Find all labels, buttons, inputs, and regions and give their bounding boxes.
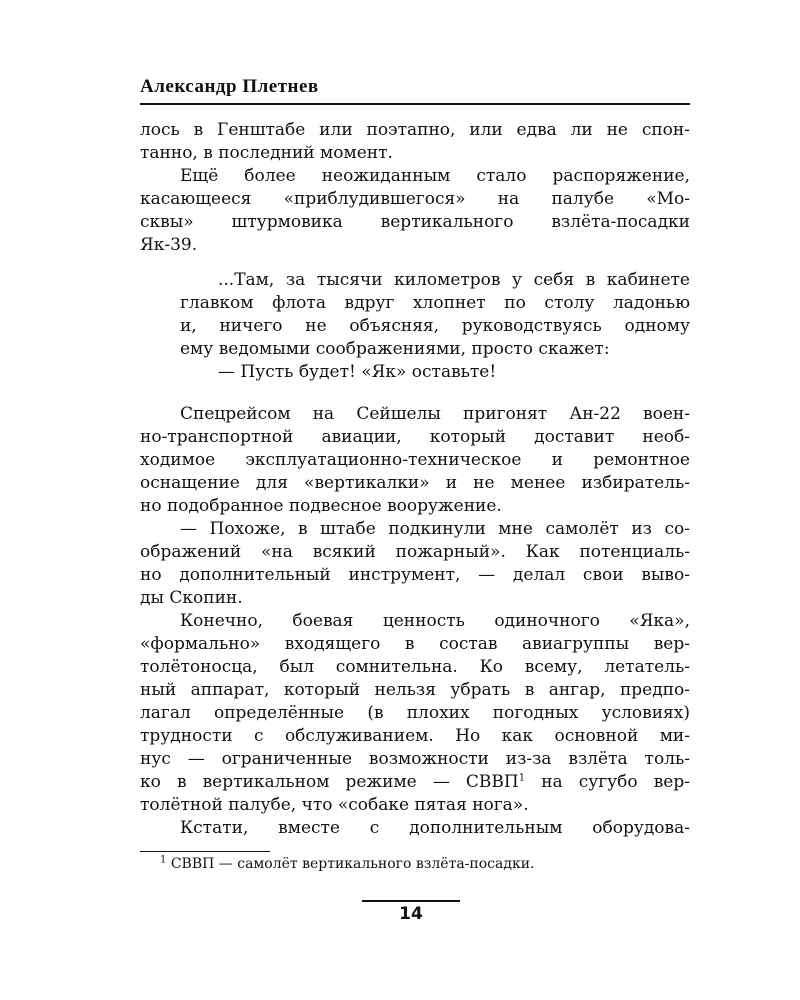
text-line: толётоносца, был сомнительна. Ко всему, летатель- [140, 657, 690, 677]
text-segment: ко в вертикальном режиме — СВВП [140, 772, 519, 792]
text-line: оснащение для «вертикалки» и не менее избиратель- [140, 473, 690, 493]
text-line [140, 771, 690, 794]
footnote-rule [140, 851, 270, 852]
text-line: сквы» штурмовика вертикального взлёта-посадки [140, 212, 690, 232]
text-line: Ещё более неожиданным стало распоряжение, [180, 166, 690, 186]
footnote [160, 854, 690, 874]
text-segment: на сугубо вер- [525, 772, 690, 792]
page-number-rule [362, 900, 460, 902]
text-line: лагал определённые (в плохих погодных условиях) [140, 703, 690, 723]
text-line: ображений «на всякий пожарный». Как потенциаль- [140, 542, 690, 562]
text-line: — Похоже, в штабе подкинули мне самолёт из со- [180, 519, 690, 539]
text-line: но-транспортной авиации, который доставит необ- [140, 427, 690, 447]
text-line: Конечно, боевая ценность одиночного «Яка», [180, 611, 690, 631]
header-rule [140, 103, 690, 105]
text-line: «формально» входящего в состав авиагруппы вер- [140, 634, 690, 654]
quote-line: главком флота вдруг хлопнет по столу ладонью [180, 293, 690, 313]
quote-line: ему ведомыми соображениями, просто скажет: [180, 339, 610, 359]
footnote-mark: 1 [160, 854, 167, 866]
text-line: танно, в последний момент. [140, 143, 393, 163]
text-line: но дополнительный инструмент, — делал свои выво- [140, 565, 690, 585]
text-line: толётной палубе, что «собаке пятая нога». [140, 795, 529, 815]
text-line: ходимое эксплуатационно-техническое и ремонтное [140, 450, 690, 470]
text-line: Спецрейсом на Сейшелы пригонят Ан-22 воен- [180, 404, 690, 424]
text-line: ный аппарат, который нельзя убрать в ангар, предпо- [140, 680, 690, 700]
text-line: но подобранное подвесное вооружение. [140, 496, 502, 516]
text-line: Кстати, вместе с дополнительным оборудова- [180, 818, 690, 838]
running-header-author: Александр Плетнев [140, 76, 319, 97]
text-line: нус — ограниченные возможности из-за взлёта толь- [140, 749, 690, 769]
footnote-reference: 1 [518, 772, 526, 784]
text-line: лось в Генштабе или поэтапно, или едва ли не спон- [140, 120, 690, 140]
quote-line: ...Там, за тысячи километров у себя в кабинете [218, 270, 690, 290]
text-line: трудности с обслуживанием. Но как основной ми- [140, 726, 690, 746]
text-line: ды Скопин. [140, 588, 243, 608]
page-number: 14 [399, 904, 423, 924]
footnote-text: СВВП — самолёт вертикального взлёта-посадки. [166, 856, 535, 872]
quote-line: — Пусть будет! «Як» оставьте! [218, 362, 497, 382]
text-line: касающееся «приблудившегося» на палубе «Мо- [140, 189, 690, 209]
quote-line: и, ничего не объясняя, руководствуясь одному [180, 316, 690, 336]
text-line: Як-39. [140, 235, 198, 255]
